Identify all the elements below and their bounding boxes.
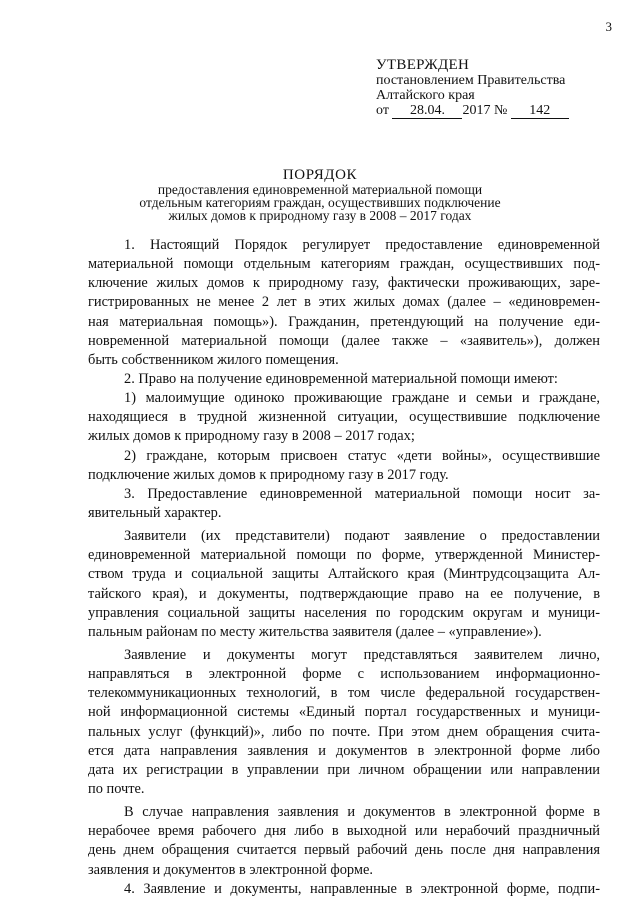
approval-line-2: Алтайского края — [376, 88, 475, 103]
document-body — [88, 236, 600, 899]
paragraph-line: В случае направления заявления и документов в электронной форме в — [124, 804, 600, 821]
paragraph-line: заявления и документов в электронной форме. — [88, 861, 373, 878]
title-subtitle-line: жилых домов к природному газу в 2008 – 2017 годах — [168, 208, 472, 223]
paragraph-line: жилых домов к природному газу в 2008 – 2017 годах; — [88, 428, 415, 445]
paragraph-line: день днем обращения считается первый рабочий день после дня направления — [88, 842, 600, 859]
paragraph-line: направляться в электронной форме с использованием информационно- — [88, 666, 600, 683]
title-subtitle-line: предоставления единовременной материальной помощи — [157, 182, 483, 197]
paragraph-line: ная материальная помощь»). Гражданин, претендующий на получение еди- — [88, 313, 600, 330]
paragraph-line: Заявители (их представители) подают заявление о предоставлении — [124, 528, 600, 545]
paragraph — [88, 447, 600, 485]
paragraph — [88, 485, 600, 523]
paragraph — [88, 646, 600, 799]
paragraph-line: дата их регистрации в управлении при личном обращении или направлении — [88, 761, 600, 778]
paragraph-line: тайского края), и документы, подтверждающие право на ее получение, в — [88, 585, 600, 602]
paragraph-line: новременной материальной помощи (далее также – «заявитель»), должен — [88, 332, 600, 349]
approval-number-value: 142 — [511, 104, 569, 119]
paragraph-line: Заявление и документы могут представляться заявителем лично, — [124, 646, 600, 663]
paragraph — [88, 803, 600, 880]
paragraph-line: нерабочее время рабочего дня либо в выходной или нерабочий праздничный — [88, 823, 600, 840]
title-subtitle-line: отдельным категориям граждан, осуществивших подключение — [139, 195, 501, 210]
paragraph-line: ется дата направления заявления и документов в электронной форме либо — [88, 742, 600, 759]
paragraph — [88, 236, 600, 370]
approval-title: УТВЕРЖДЕН — [376, 57, 470, 73]
paragraph-line: находящиеся в трудной жизненной ситуации, осуществившие подключение — [88, 409, 600, 426]
paragraph-line: ключение жилых домов к природному газу, фактически проживающих, заре- — [88, 275, 600, 292]
paragraph-line: быть собственником жилого помещения. — [88, 351, 339, 368]
paragraph-line: управления социальной защиты населения по городским округам и муници- — [88, 604, 600, 621]
paragraph-line: ной информационной системы «Единый портал государственных и муници- — [88, 704, 600, 721]
paragraph-line: гистрированных не менее 2 лет в этих жилых домах (далее – «единовремен- — [88, 294, 600, 311]
paragraph — [88, 880, 600, 899]
approval-year-label: 2017 № — [462, 103, 508, 118]
approval-block — [376, 58, 569, 119]
paragraph-line: 1) малоимущие одиноко проживающие граждане и семьи и граждане, — [124, 390, 600, 407]
paragraph-line: единовременной материальной помощи по форме, утвержденной Министер- — [88, 547, 600, 564]
paragraph — [88, 370, 600, 389]
approval-date-line — [376, 103, 569, 119]
paragraph — [88, 527, 600, 642]
paragraph-line: 2. Право на получение единовременной материальной помощи имеют: — [124, 370, 558, 387]
paragraph-line: 2) граждане, которым присвоен статус «дети войны», осуществившие — [124, 447, 600, 464]
approval-date-prefix: от — [376, 103, 389, 118]
paragraph-line: явительный характер. — [88, 504, 222, 521]
paragraph-line: 3. Предоставление единовременной материальной помощи носит за- — [124, 485, 600, 502]
approval-date-value: 28.04. — [392, 104, 462, 119]
title-main: ПОРЯДОК — [282, 167, 358, 183]
paragraph — [88, 389, 600, 446]
paragraph-line: телекоммуникационных технологий, в том числе федеральной государствен- — [88, 685, 600, 702]
paragraph-line: подключение жилых домов к природному газу в 2017 году. — [88, 466, 449, 483]
paragraph-line: пальных услуг (функций)», либо по почте. При этом днем обращения счита- — [88, 723, 600, 740]
paragraph-line: материальной помощи отдельным категориям граждан, осуществивших под- — [88, 256, 600, 273]
document-title — [0, 167, 640, 222]
paragraph-line: 4. Заявление и документы, направленные в электронной форме, подпи- — [124, 880, 600, 897]
paragraph-line: пальным районам по месту жительства заявителя (далее – «управление»). — [88, 623, 542, 640]
paragraph-line: ством труда и социальной защиты Алтайского края (Минтрудсоцзащита Ал- — [88, 566, 600, 583]
page-number: 3 — [605, 19, 612, 34]
paragraph-line: по почте. — [88, 780, 145, 797]
approval-line-1: постановлением Правительства — [376, 73, 566, 88]
paragraph-line: 1. Настоящий Порядок регулирует предоставление единовременной — [124, 237, 600, 253]
